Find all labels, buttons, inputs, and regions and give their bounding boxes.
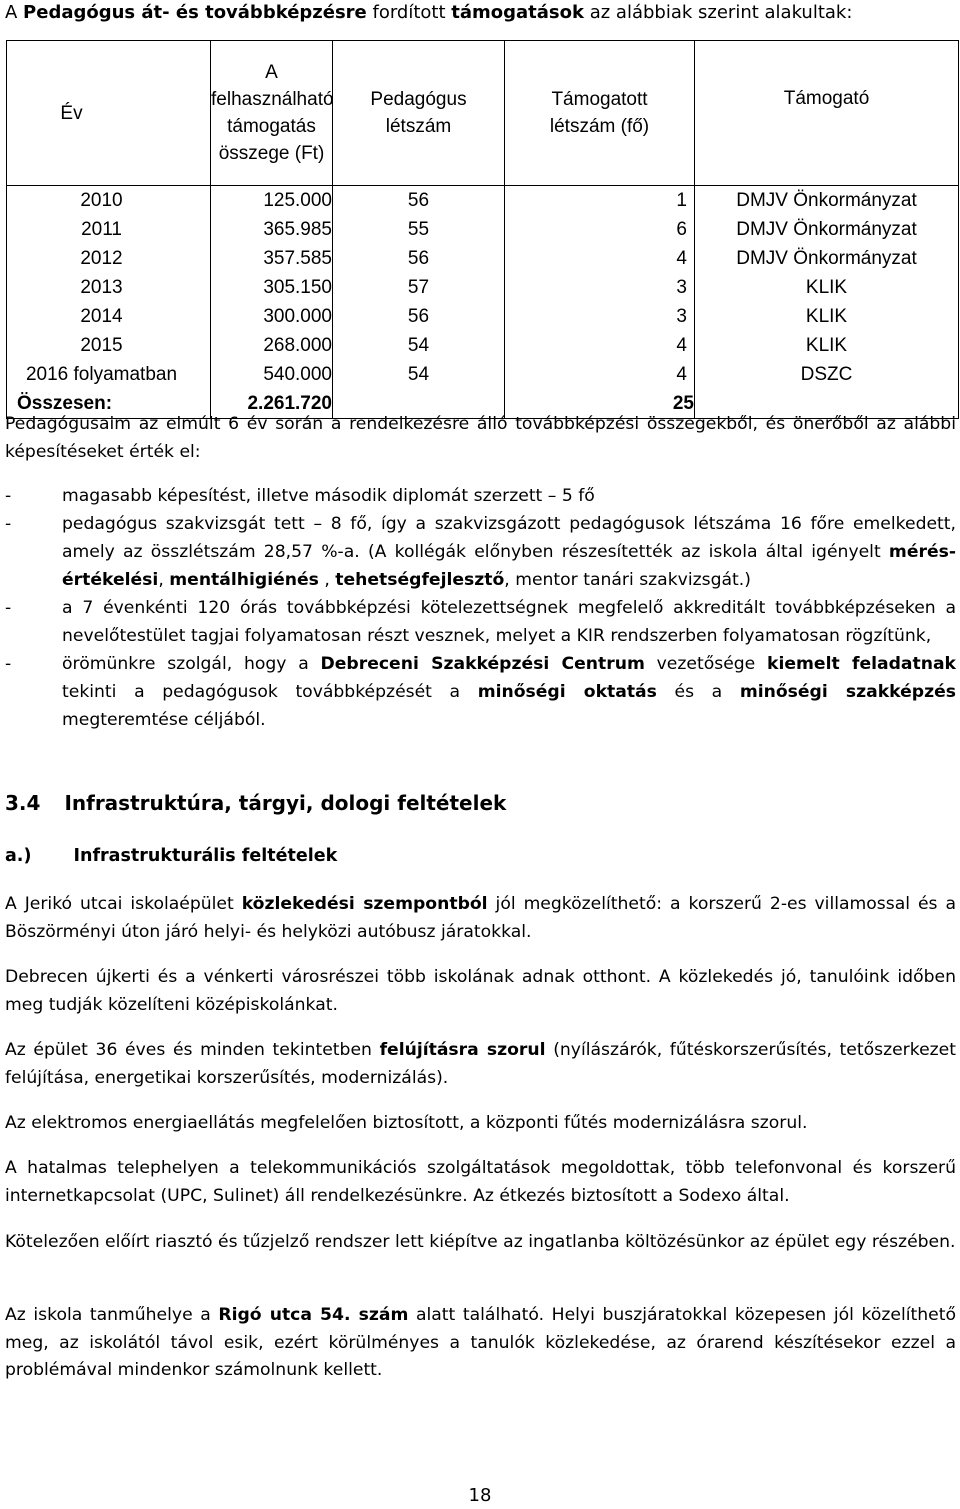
paragraph-text: alatt található. Helyi buszjáratokkal közepesen jól közelíthető meg, az iskolától távol esik, ezért körülményes a tanulók közlekedése, az órarend készítésekor ezzel a problémával mindenkor számolnunk kellett. bbox=[5, 1305, 956, 1380]
table-header-row bbox=[7, 41, 959, 186]
list-item bbox=[5, 482, 956, 510]
table-row bbox=[7, 302, 959, 331]
table-row bbox=[7, 244, 959, 273]
cell-sponsor: KLIK bbox=[695, 273, 959, 302]
paragraph-districts: Debrecen újkerti és a vénkerti városrészei több iskolának adnak otthont. A közlekedés jó, tanulóink időben meg tudják közelíteni középiskolánkat. bbox=[5, 967, 956, 1015]
emphasis: közlekedési szempontból bbox=[241, 894, 488, 914]
list-item bbox=[5, 650, 956, 734]
column-header-year: Év bbox=[7, 41, 211, 186]
cell-amount: 357.585 bbox=[211, 244, 333, 273]
cell-sponsor: DMJV Önkormányzat bbox=[695, 244, 959, 273]
cell-year: 2013 bbox=[7, 273, 211, 302]
cell-year: 2016 folyamatban bbox=[7, 360, 211, 389]
bullet-dash: - bbox=[5, 514, 12, 534]
list-item-text: vezetősége bbox=[644, 654, 768, 674]
cell-year: 2014 bbox=[7, 302, 211, 331]
list-item-text: , bbox=[158, 570, 170, 590]
cell-sponsor: DMJV Önkormányzat bbox=[695, 186, 959, 216]
bullet-dash: - bbox=[5, 654, 12, 674]
column-header-staff: Pedagógus létszám bbox=[333, 41, 505, 186]
section-heading bbox=[5, 791, 506, 815]
caption-text: A bbox=[5, 2, 24, 23]
cell-sponsor: DSZC bbox=[695, 360, 959, 389]
paragraph-text: jól megközelíthető: a korszerű 2-es villamossal és a Böszörményi úton járó helyi- és helyközi autóbusz járatokkal. bbox=[5, 894, 957, 942]
list-item-text: megteremtése céljából. bbox=[62, 710, 266, 730]
cell-amount: 305.150 bbox=[211, 273, 333, 302]
bullet-dash: - bbox=[5, 486, 12, 506]
column-header-sponsor: Támogató bbox=[695, 41, 959, 186]
page-number: 18 bbox=[468, 1485, 492, 1506]
cell-supported: 3 bbox=[505, 302, 695, 331]
paragraph-text: Az iskola tanműhelye a bbox=[5, 1305, 219, 1325]
cell-staff: 56 bbox=[333, 186, 505, 216]
list-item-text: örömünkre szolgál, hogy a bbox=[62, 654, 321, 674]
list-item-text: tekinti a pedagógusok továbbképzését a bbox=[62, 682, 478, 702]
table-row bbox=[7, 215, 959, 244]
cell-supported: 3 bbox=[505, 273, 695, 302]
list-item bbox=[5, 594, 956, 650]
cell-staff: 56 bbox=[333, 302, 505, 331]
table-caption bbox=[5, 2, 852, 24]
list-item-text: a 7 évenkénti 120 órás továbbképzési kötelezettségnek megfelelő akkreditált továbbképzéseken a nevelőtestület tagjai folyamatosan részt vesznek, melyet a KIR rendszerben folyamatosan rögzítünk, bbox=[62, 598, 956, 646]
paragraph-text: A Jerikó utcai iskolaépület bbox=[5, 894, 242, 914]
emphasis: minőségi szakképzés bbox=[739, 682, 956, 702]
caption-text: fordított bbox=[366, 2, 452, 23]
funding-table bbox=[6, 40, 959, 419]
cell-sponsor: DMJV Önkormányzat bbox=[695, 215, 959, 244]
paragraph-building bbox=[5, 1037, 956, 1092]
caption-emphasis: támogatások bbox=[451, 2, 584, 23]
cell-staff: 54 bbox=[333, 331, 505, 360]
paragraph-transport bbox=[5, 891, 956, 946]
emphasis: Rigó utca 54. szám bbox=[218, 1305, 409, 1325]
cell-amount: 365.985 bbox=[211, 215, 333, 244]
subsection-title: Infrastrukturális feltételek bbox=[73, 846, 338, 866]
section-number: 3.4 bbox=[5, 791, 41, 815]
paragraph-alarm: Kötelezően előírt riasztó és tűzjelző rendszer lett kiépítve az ingatlanba költözésünkor az épület egy részében. bbox=[5, 1232, 956, 1252]
paragraph-text: Az épület 36 éves és minden tekintetben bbox=[5, 1040, 380, 1060]
emphasis: mérés-értékelési bbox=[62, 542, 956, 590]
paragraph-workshop bbox=[5, 1302, 956, 1385]
section-title: Infrastruktúra, tárgyi, dologi feltételek bbox=[64, 791, 507, 815]
emphasis: Debreceni Szakképzési Centrum bbox=[320, 654, 645, 674]
column-header-supported: Támogatott létszám (fő) bbox=[505, 41, 695, 186]
subsection-number: a.) bbox=[5, 846, 32, 866]
cell-year: 2011 bbox=[7, 215, 211, 244]
cell-supported: 4 bbox=[505, 360, 695, 389]
cell-year: 2015 bbox=[7, 331, 211, 360]
total-label: Összesen: bbox=[7, 389, 211, 419]
table-row bbox=[7, 360, 959, 389]
list-item-text: magasabb képesítést, illetve második diplomát szerzett – 5 fő bbox=[62, 486, 595, 506]
qualifications-list bbox=[5, 482, 956, 734]
column-header-amount: A felhasználható támogatás összege (Ft) bbox=[211, 41, 333, 186]
total-supported: 25 bbox=[505, 389, 695, 419]
cell-supported: 1 bbox=[505, 186, 695, 216]
table-row bbox=[7, 331, 959, 360]
emphasis: mentálhigiénés bbox=[169, 570, 319, 590]
table-row bbox=[7, 186, 959, 216]
cell-amount: 540.000 bbox=[211, 360, 333, 389]
list-item-text: , bbox=[318, 570, 336, 590]
cell-sponsor: KLIK bbox=[695, 302, 959, 331]
total-amount: 2.261.720 bbox=[211, 389, 333, 419]
emphasis: tehetségfejlesztő bbox=[335, 570, 505, 590]
cell-staff: 54 bbox=[333, 360, 505, 389]
emphasis: felújításra szorul bbox=[379, 1040, 546, 1060]
bullet-dash: - bbox=[5, 598, 12, 618]
list-item-text: és a bbox=[656, 682, 740, 702]
cell-year: 2010 bbox=[7, 186, 211, 216]
cell-amount: 125.000 bbox=[211, 186, 333, 216]
qualifications-intro: Pedagógusaim az elmúlt 6 év során a rendelkezésre álló továbbképzési összegekből, és önerőből az alábbi képesítéseket érték el: bbox=[5, 414, 956, 462]
paragraph-telecom: A hatalmas telephelyen a telekommunikációs szolgáltatások megoldottak, több telefonvonal és korszerű internetkapcsolat (UPC, Sulinet) áll rendelkezésünkre. Az étkezés biztosított a Sodexo által. bbox=[5, 1158, 956, 1206]
table-row bbox=[7, 273, 959, 302]
cell-sponsor: KLIK bbox=[695, 331, 959, 360]
list-item-text: pedagógus szakvizsgát tett – 8 fő, így a szakvizsgázott pedagógusok létszáma 16 főre emelkedett, amely az összlétszám 28,57 %-a. (A kollégák előnyben részesítették az iskola által igényelt bbox=[62, 514, 956, 562]
cell-supported: 4 bbox=[505, 244, 695, 273]
cell-supported: 4 bbox=[505, 331, 695, 360]
cell-staff: 57 bbox=[333, 273, 505, 302]
caption-emphasis: Pedagógus át- és továbbképzésre bbox=[23, 2, 367, 23]
cell-amount: 300.000 bbox=[211, 302, 333, 331]
emphasis: minőségi oktatás bbox=[477, 682, 657, 702]
emphasis: kiemelt feladatnak bbox=[767, 654, 956, 674]
paragraph-text: (nyílászárók, fűtéskorszerűsítés, tetőszerkezet felújítása, energetikai korszerűsítés, modernizálás). bbox=[5, 1040, 956, 1088]
subsection-heading bbox=[5, 846, 337, 866]
caption-text: az alábbiak szerint alakultak: bbox=[584, 2, 853, 23]
cell-staff: 55 bbox=[333, 215, 505, 244]
cell-year: 2012 bbox=[7, 244, 211, 273]
list-item-text: , mentor tanári szakvizsgát.) bbox=[504, 570, 751, 590]
paragraph-electricity: Az elektromos energiaellátás megfelelően biztosított, a központi fűtés modernizálásra szorul. bbox=[5, 1113, 808, 1133]
table-body bbox=[7, 186, 959, 419]
cell-amount: 268.000 bbox=[211, 331, 333, 360]
cell-staff: 56 bbox=[333, 244, 505, 273]
list-item bbox=[5, 510, 956, 594]
cell-supported: 6 bbox=[505, 215, 695, 244]
